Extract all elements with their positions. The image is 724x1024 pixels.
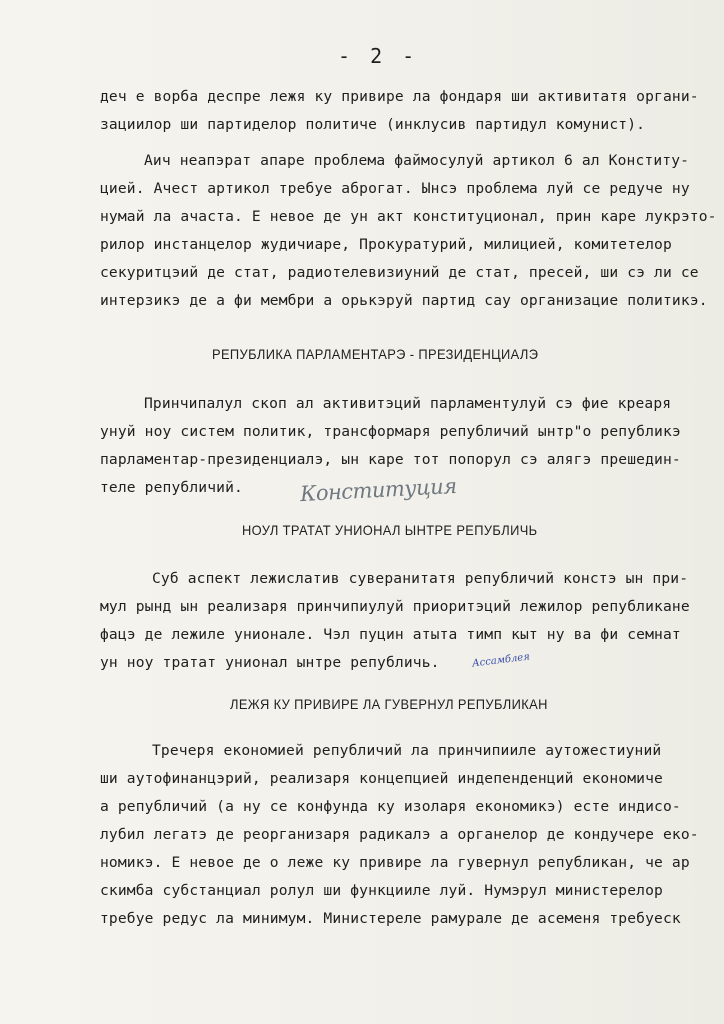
text-line: мул рынд ын реализаря принчипиулуй приоритэций лежилор републикане [100, 598, 690, 615]
text-line: а републичий (а ну се конфунда ку изоларя економикэ) есте индисо- [100, 798, 681, 815]
text-line: Принчипалул скоп ал активитэций парламентулуй сэ фие креаря [144, 395, 672, 412]
text-line: номикэ. Е невое де о лeжe ку привире ла гувернул републикан, че ар [100, 854, 690, 871]
text-line: теле републичий. [100, 479, 243, 496]
text-line: ши аутофинанцэрий, реализаря концепцией индепенденций економиче [100, 770, 663, 787]
text-line: требуе редус ла минимум. Министереле рамурале де асеменя требуеск [100, 910, 681, 927]
text-line: рилор инстанцелор жудичиаре, Прокуратурий, милицией, комитетелор [100, 236, 672, 253]
text-line: Суб аспект лежислатив суверанитатя републичий констэ ын при- [152, 570, 689, 587]
text-line: секуритцэий де стат, радиотелевизиуний де стат, пресей, ши сэ ли се [100, 264, 699, 281]
text-line: зациилор ши партиделор политиче (инклусив партидул комунист). [100, 116, 646, 133]
text-line: унуй ноу систем политик, трансформаря републичий ынтр"о републикэ [100, 423, 681, 440]
page-number: - 2 - [338, 44, 419, 68]
text-line: фацэ де лежиле унионале. Чэл пуцин атыта тимп кыт ну ва фи семнат [100, 626, 681, 643]
handwritten-note: Ассамблея [471, 651, 531, 670]
section-heading: ЛЕЖЯ КУ ПРИВИРЕ ЛА ГУВЕРНУЛ РЕПУБЛИКАН [230, 696, 548, 712]
text-line: цией. Ачест артикол требуе аброгат. Ынсэ проблема луй се редуче ну [100, 180, 690, 197]
text-line: ун ноу тратат унионал ынтре републичь. [100, 654, 440, 671]
text-line: деч е ворба деспре лежя ку привире ла фондаря ши активитатя органи- [100, 88, 699, 105]
text-line: интерзикэ де а фи мембри а орькэруй партид сау организацие политикэ. [100, 292, 708, 309]
handwritten-note: Конституция [299, 473, 458, 507]
section-heading: НОУЛ ТРАТАТ УНИОНАЛ ЫНТРЕ РЕПУБЛИЧЬ [242, 522, 538, 538]
text-line: нумай ла ачаста. Е невое де ун акт конституционал, прин каре лукрэто- [100, 208, 717, 225]
text-line: скимба субстанциал ролул ши функцииле луй. Нумэрул министерелор [100, 882, 663, 899]
text-line: Тречеря економией републичий ла принчипииле аутожестиуний [152, 742, 662, 759]
section-heading: РЕПУБЛИКА ПАРЛАМЕНТАРЭ - ПРЕЗИДЕНЦИАЛЭ [212, 346, 539, 362]
text-line: Аич неапэрат апаре проблема файмосулуй артикол 6 ал Конститу- [144, 152, 690, 169]
text-line: парламентар-президенциалэ, ын каре тот попорул сэ алягэ прешедин- [100, 451, 681, 468]
text-line: лубил легатэ де реорганизаря радикалэ а органелор де кондучере еко- [100, 826, 699, 843]
